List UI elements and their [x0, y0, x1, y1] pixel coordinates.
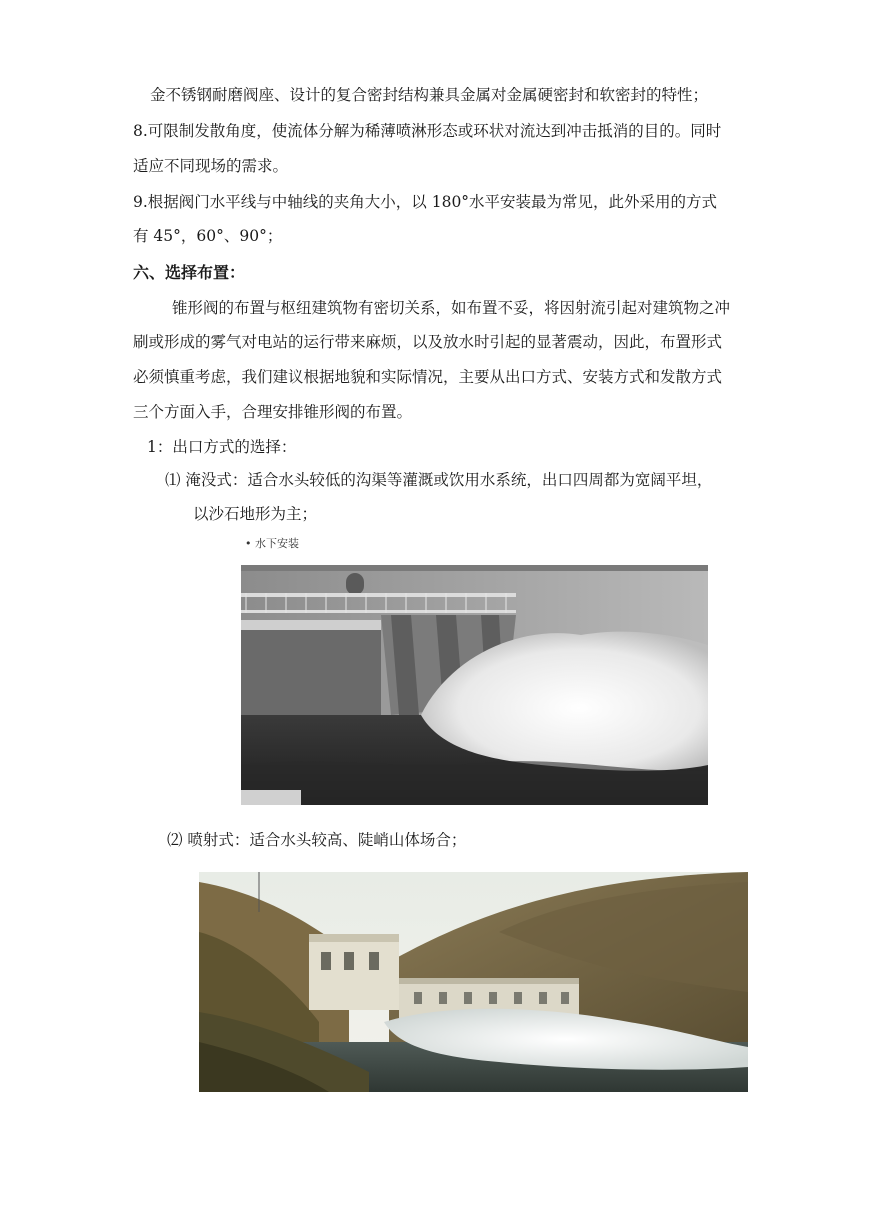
paragraph-line-3: 必须慎重考虑，我们建议根据地貌和实际情况，主要从出口方式、安装方式和发散方式 — [133, 368, 723, 386]
text-line-1: 金不锈钢耐磨阀座、设计的复合密封结构兼具金属对金属硬密封和软密封的特性； — [150, 86, 709, 104]
paragraph-line-2: 刷或形成的雾气对电站的运行带来麻烦，以及放水时引起的显著震动，因此，布置形式 — [133, 333, 723, 351]
submerged-outlet-photo — [241, 565, 708, 805]
jet-outlet-photo — [199, 872, 748, 1092]
text-line-4: 9.根据阀门水平线与中轴线的夹角大小，以 180°水平安装最为常见，此外采用的方式 — [133, 193, 718, 211]
section-heading: 六、选择布置： — [133, 263, 246, 282]
item1-line-2: 以沙石地形为主； — [193, 505, 318, 523]
item1-line-1: ⑴ 淹没式：适合水头较低的沟渠等灌溉或饮用水系统，出口四周都为宽阔平坦， — [165, 471, 713, 489]
text-line-5: 有 45°，60°、90°； — [133, 227, 283, 245]
text-line-3: 适应不同现场的需求。 — [133, 157, 289, 175]
item2-line: ⑵ 喷射式：适合水头较高、陡峭山体场合； — [167, 831, 467, 849]
paragraph-line-1: 锥形阀的布置与枢纽建筑物有密切关系，如布置不妥，将因射流引起对建筑物之冲 — [172, 299, 731, 317]
text-line-2: 8.可限制发散角度，使流体分解为稀薄喷淋形态或环状对流达到冲击抵消的目的。同时 — [133, 122, 722, 140]
photo1-caption: • 水下安装 — [245, 537, 299, 550]
subheading-outlet: 1：出口方式的选择： — [147, 438, 297, 456]
paragraph-line-4: 三个方面入手，合理安排锥形阀的布置。 — [133, 403, 413, 421]
